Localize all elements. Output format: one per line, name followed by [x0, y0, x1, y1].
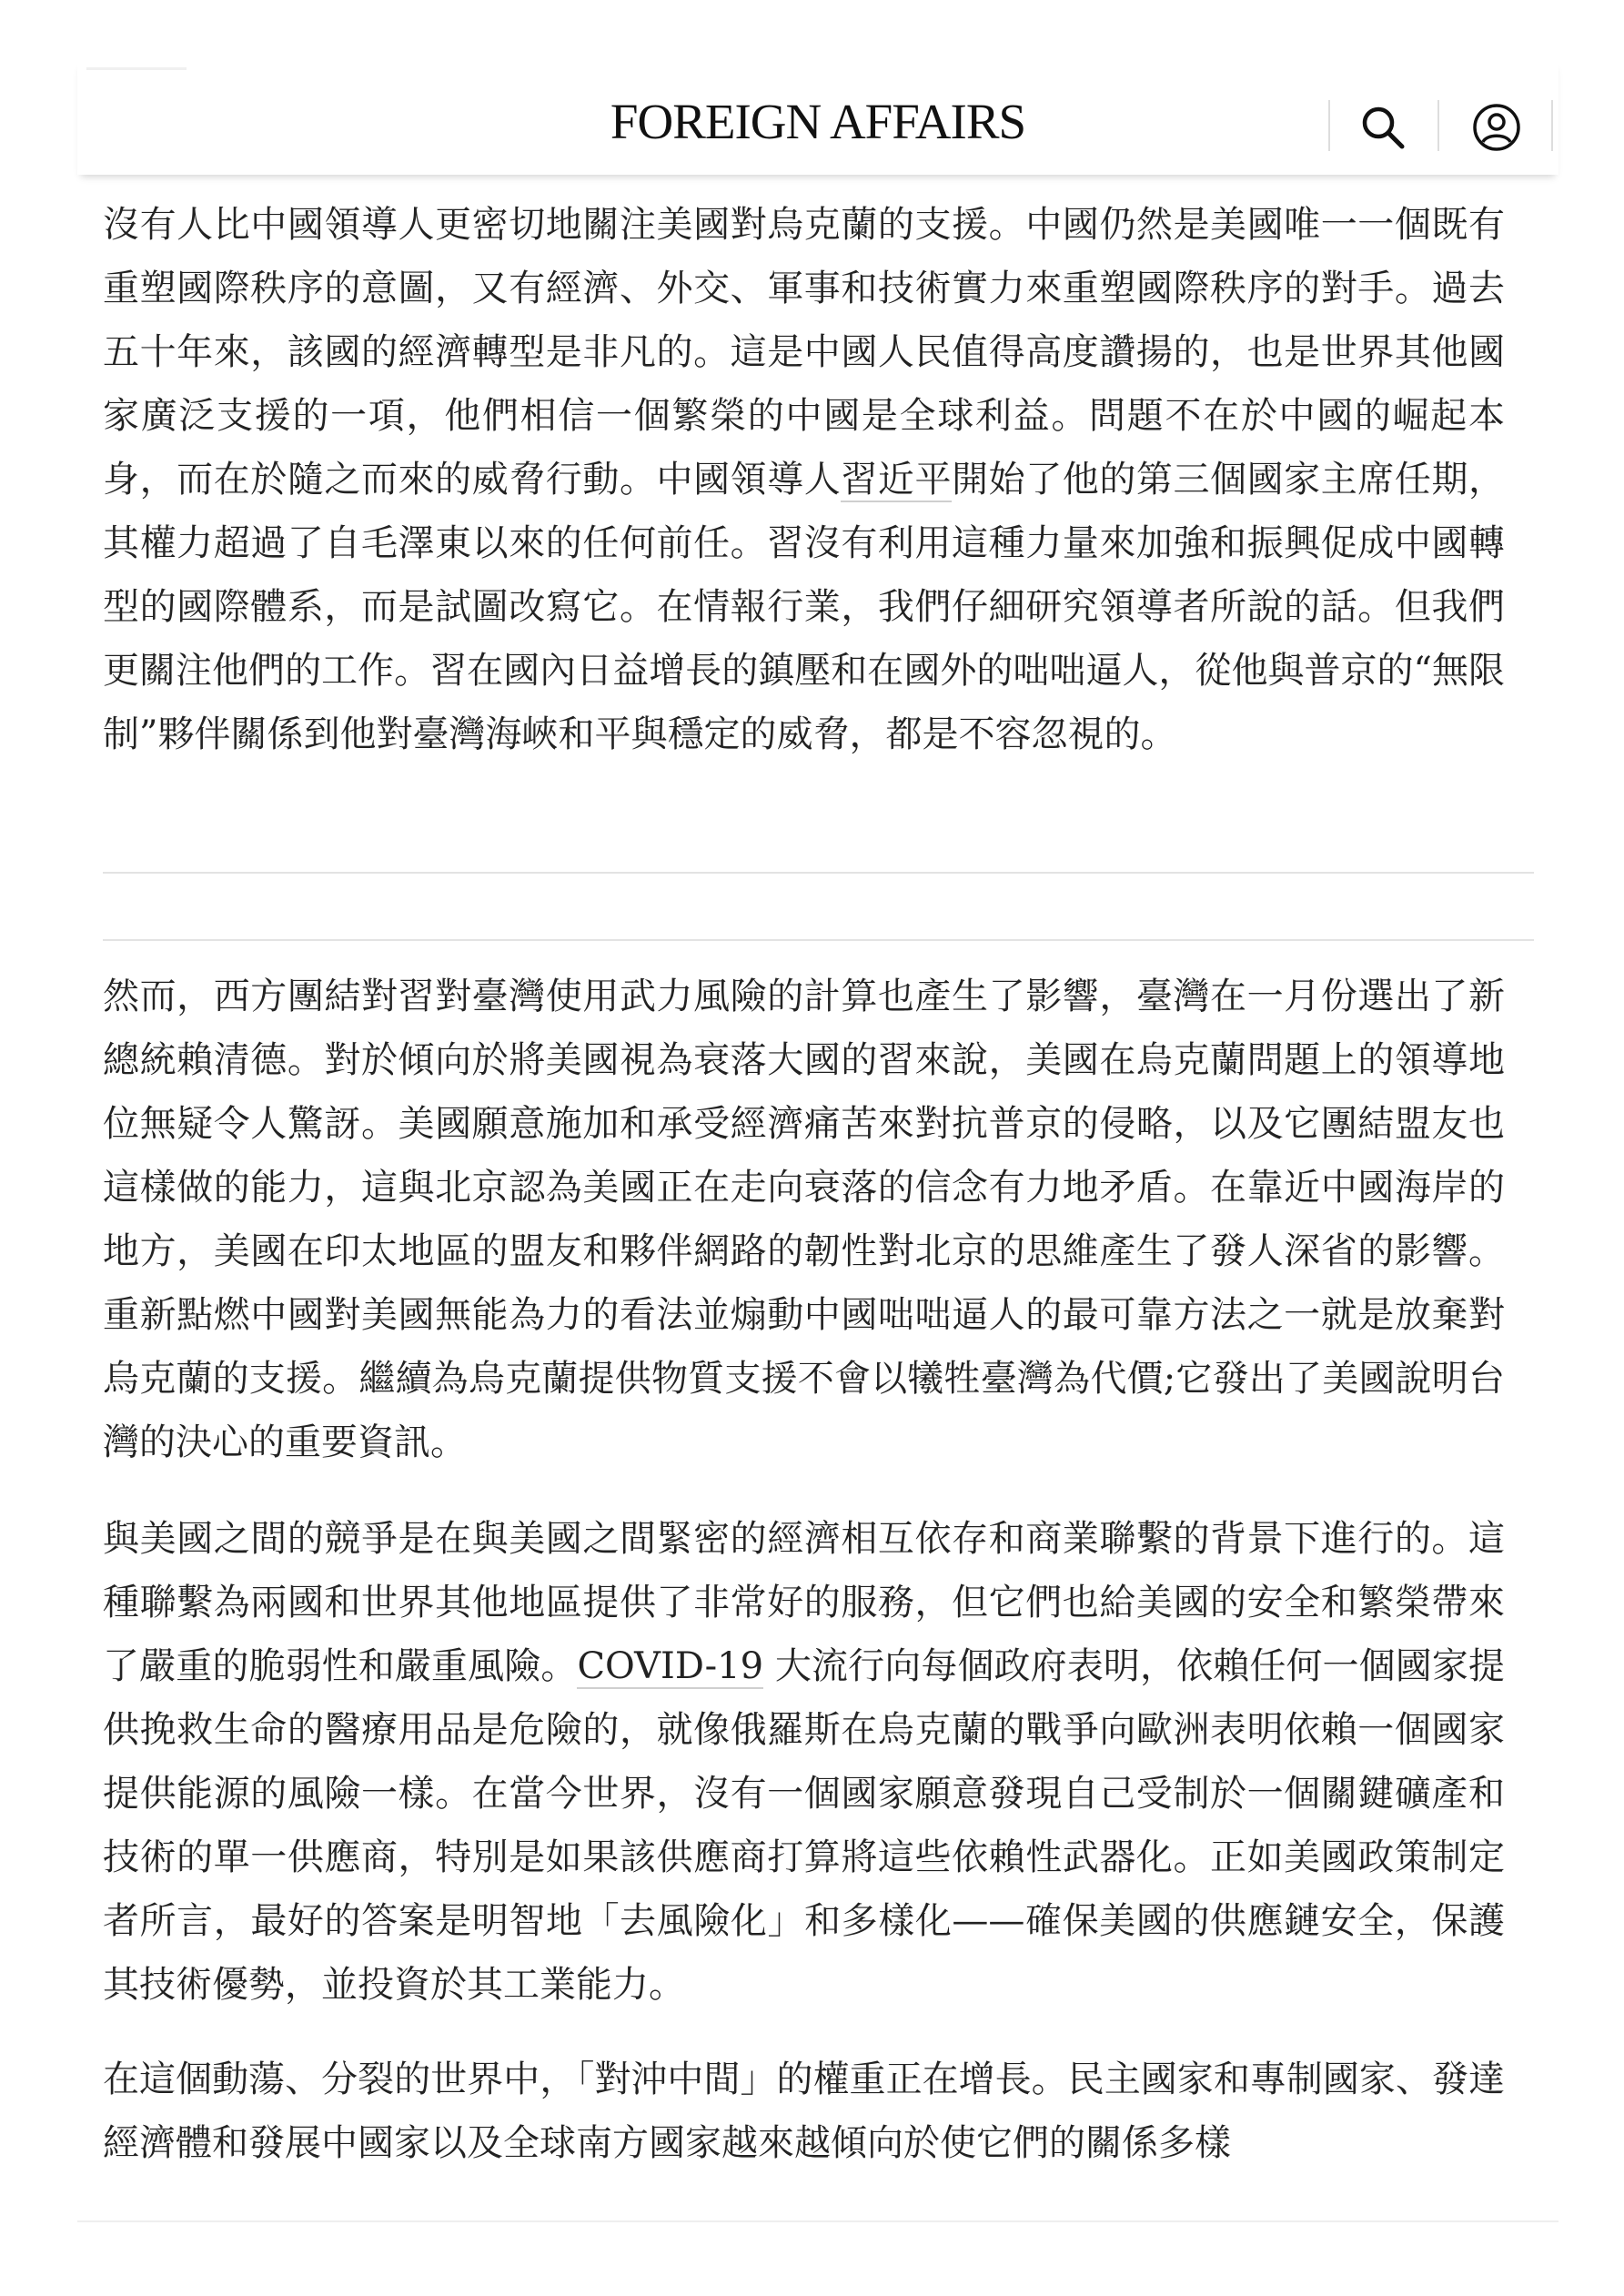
search-icon[interactable]	[1356, 100, 1410, 155]
paragraph-text: 與美國之間的競爭是在與美國之間緊密的經濟相互依存和商業聯繫的背景下進行的。這種聯繫為兩國和世界其他地區提供了非常好的服務，但它們也給美國的安全和繁榮帶來了嚴重的脆弱性和嚴重風險。	[103, 1518, 1505, 1687]
header-divider	[1328, 100, 1330, 151]
header-divider	[1437, 100, 1439, 151]
site-header	[77, 60, 1558, 175]
header-divider	[1551, 100, 1553, 151]
header-accent	[86, 67, 187, 70]
xi-jinping-link[interactable]: 習近平	[841, 459, 953, 501]
covid-19-link[interactable]: COVID-19	[577, 1645, 764, 1687]
section-divider	[103, 872, 1534, 874]
article-paragraph-1	[103, 193, 1505, 766]
paragraph-text: 開始了他的第三個國家主席任期，其權力超過了自毛澤東以來的任何前任。習沒有利用這種力量來加強和振興促成中國轉型的國際體系，而是試圖改寫它。在情報行業，我們仔細研究領導者所說的話。但我們更關注他們的工作。習在國內日益增長的鎮壓和在國外的咄咄逼人，從他與普京的“無限制”夥伴關係到他對臺灣海峽和平與穩定的威脅，都是不容忽視的。	[103, 459, 1506, 755]
article-paragraph-3	[103, 1507, 1505, 2017]
article-paragraph-2	[103, 965, 1505, 1474]
account-icon[interactable]	[1469, 100, 1524, 155]
paragraph-text: 然而，西方團結對習對臺灣使用武力風險的計算也產生了影響，臺灣在一月份選出了新總統賴清德。對於傾向於將美國視為衰落大國的習來說，美國在烏克蘭問題上的領導地位無疑令人驚訝。美國願意施加和承受經濟痛苦來對抗普京的侵略，以及它團結盟友也這樣做的能力，這與北京認為美國正在走向衰落的信念有力地矛盾。在靠近中國海岸的地方，美國在印太地區的盟友和夥伴網路的韌性對北京的思維產生了發人深省的影響。重新點燃中國對美國無能為力的看法並煽動中國咄咄逼人的最可靠方法之一就是放棄對烏克蘭的支援。繼續為烏克蘭提供物質支援不會以犧牲臺灣為代價;它發出了美國說明台灣的決心的重要資訊。	[103, 976, 1505, 1463]
section-divider	[103, 939, 1534, 941]
paragraph-text: 在這個動蕩、分裂的世界中，「對沖中間」的權重正在增長。民主國家和專制國家、發達經濟體和發展中國家以及全球南方國家越來越傾向於使它們的關係多樣	[103, 2058, 1505, 2164]
page-bottom-edge	[77, 2220, 1558, 2222]
article-paragraph-4	[103, 2048, 1505, 2175]
paragraph-text: 沒有人比中國領導人更密切地關注美國對烏克蘭的支援。中國仍然是美國唯一一個既有重塑國際秩序的意圖，又有經濟、外交、軍事和技術實力來重塑國際秩序的對手。過去五十年來，該國的經濟轉型是非凡的。這是中國人民值得高度讚揚的，也是世界其他國家廣泛支援的一項，他們相信一個繁榮的中國是全球利益。問題不在於中國的崛起本身，而在於隨之而來的威脅行動。中國領導人	[103, 204, 1505, 501]
paragraph-text: 大流行向每個政府表明，依賴任何一個國家提供挽救生命的醫療用品是危險的，就像俄羅斯在烏克蘭的戰爭向歐洲表明依賴一個國家提供能源的風險一樣。在當今世界，沒有一個國家願意發現自己受制於一個關鍵礦產和技術的單一供應商，特別是如果該供應商打算將這些依賴性武器化。正如美國政策制定者所言，最好的答案是明智地「去風險化」和多樣化——確保美國的供應鏈安全，保護其技術優勢，並投資於其工業能力。	[103, 1645, 1506, 2006]
site-logo[interactable]: FOREIGN AFFAIRS	[610, 94, 1026, 149]
